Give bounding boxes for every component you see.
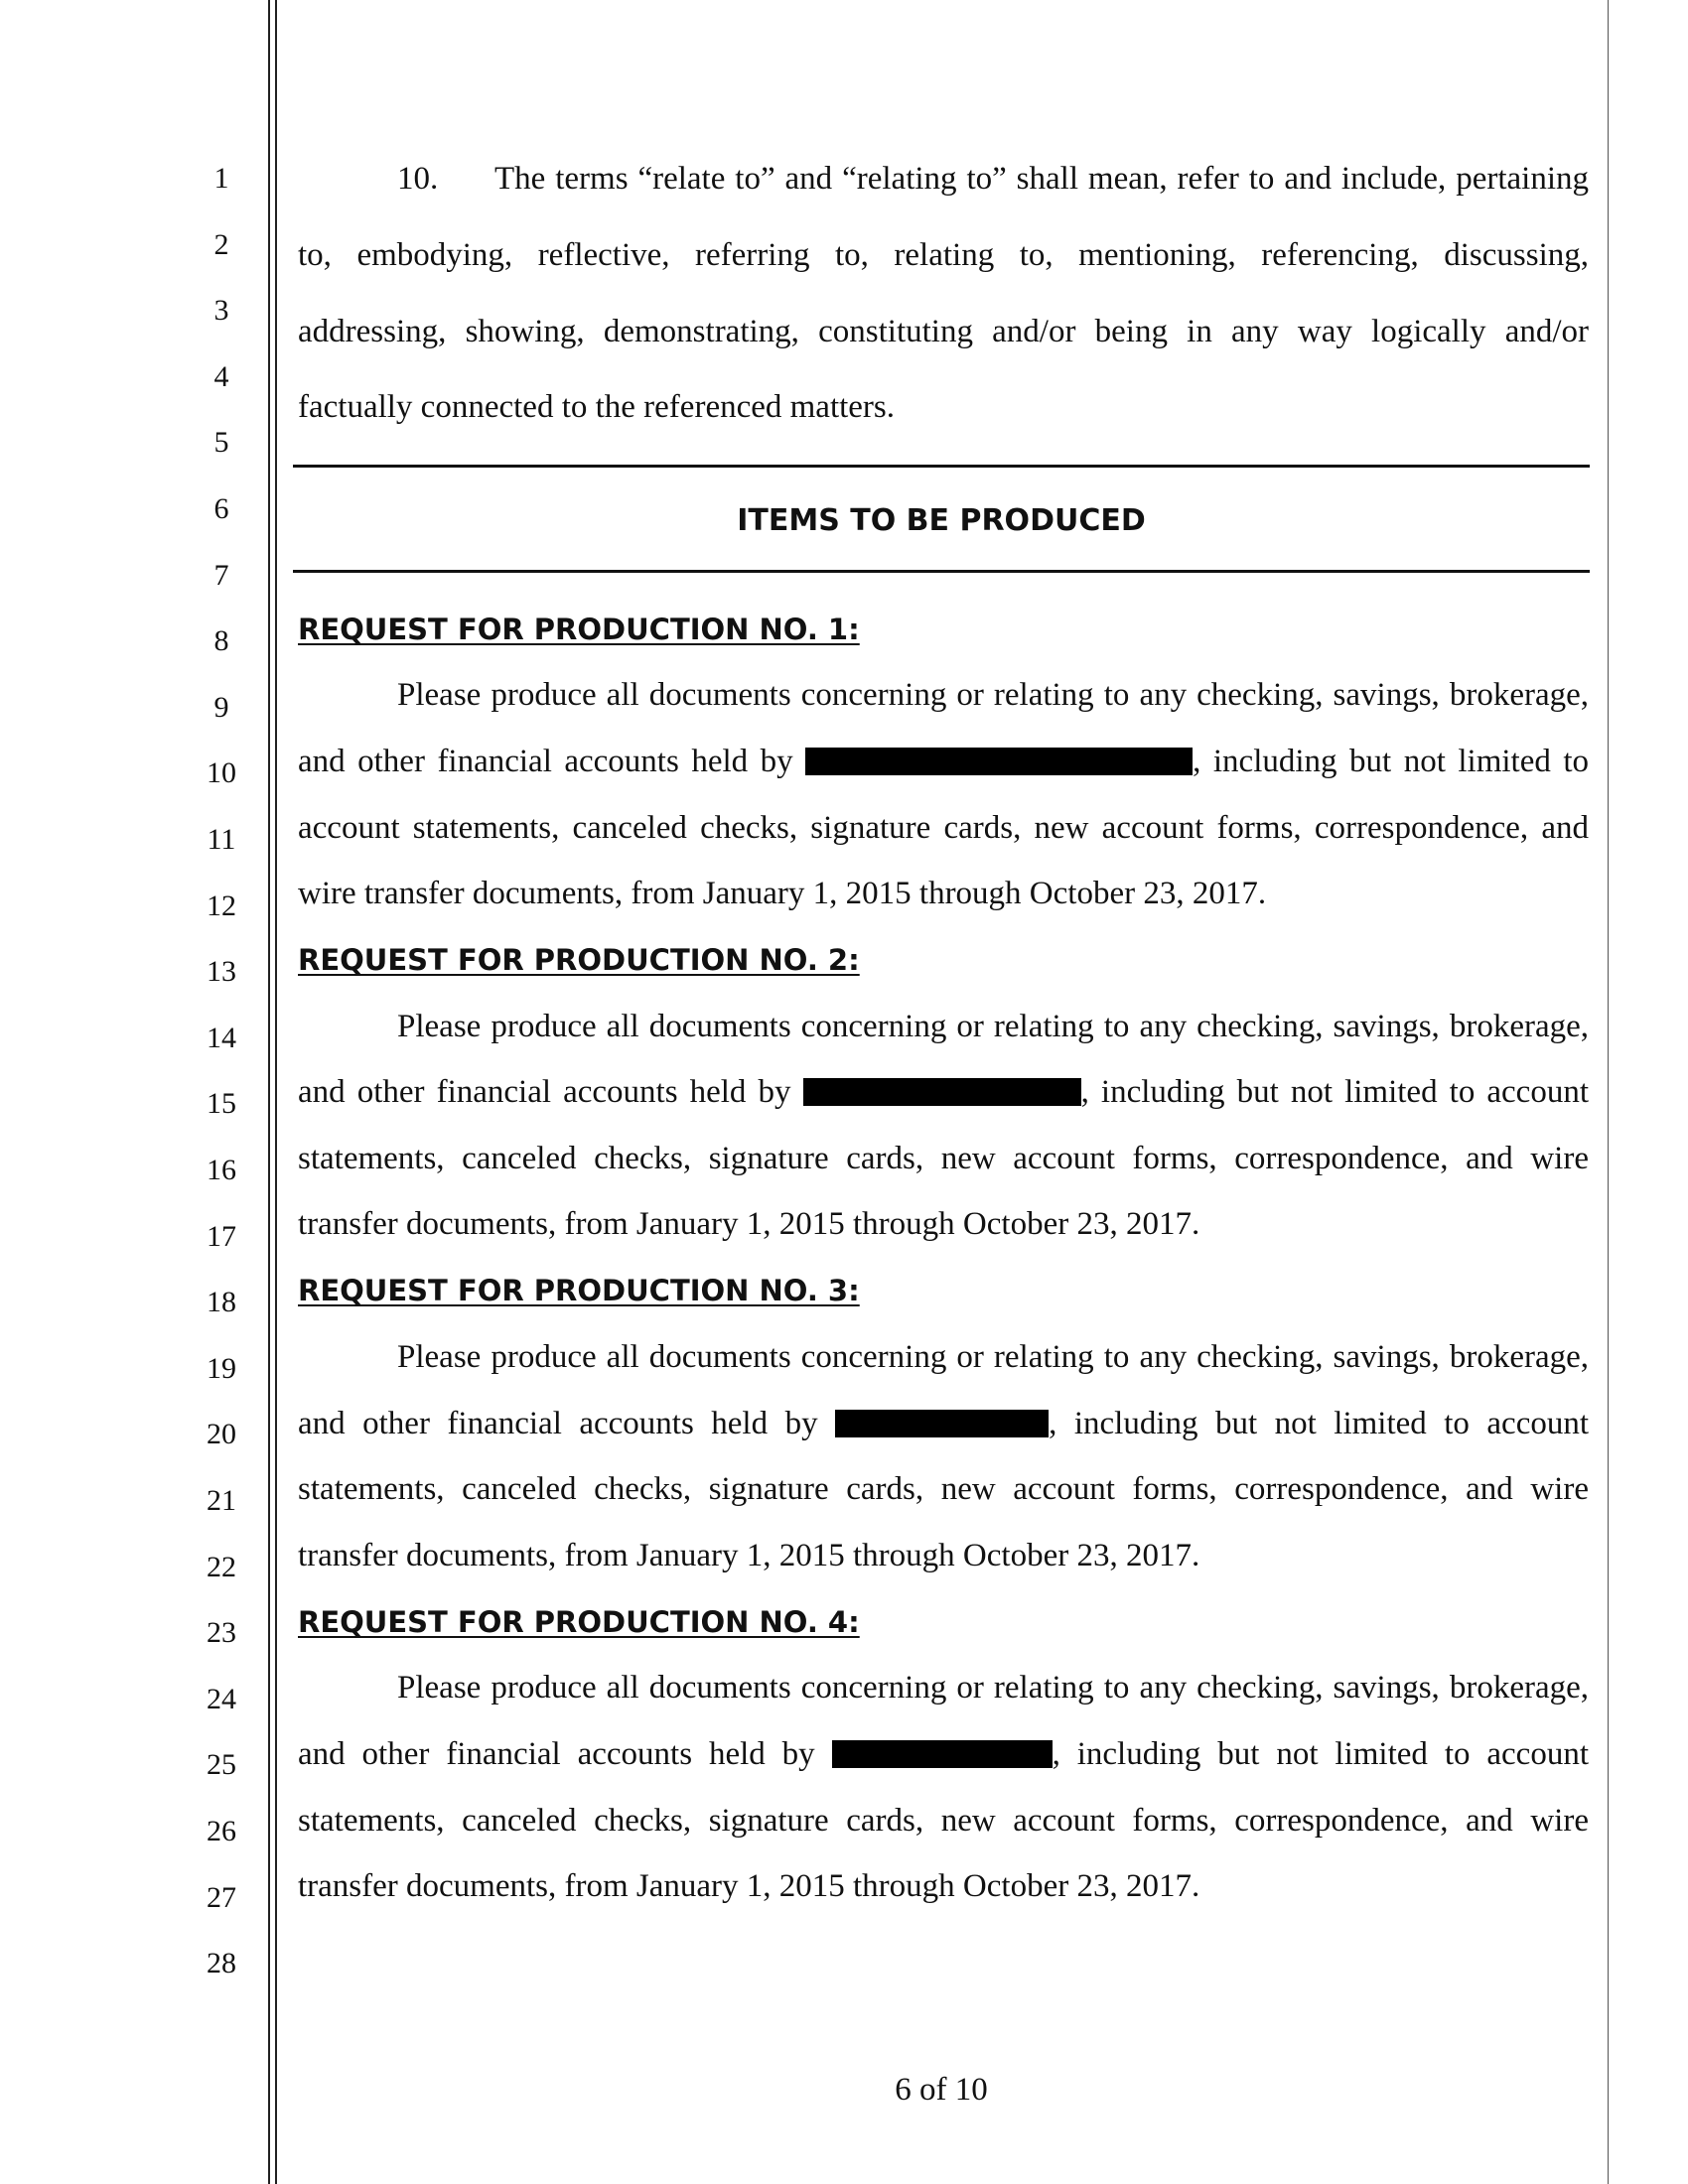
request-line-with-redaction xyxy=(298,1404,1589,1443)
line-number: 18 xyxy=(207,1286,236,1319)
line-number: 16 xyxy=(207,1154,236,1186)
line-number: 7 xyxy=(213,558,229,592)
line-number: 5 xyxy=(213,426,229,460)
left-margin-rule-inner xyxy=(275,0,277,2184)
request-line: statements, canceled checks, signature cards, new account forms, correspondence, and wire xyxy=(298,1471,1589,1507)
line-number: 1 xyxy=(213,162,229,195)
request-line: account statements, canceled checks, signature cards, new account forms, correspondence, and xyxy=(298,810,1589,846)
request-line: statements, canceled checks, signature cards, new account forms, correspondence, and wire xyxy=(298,1803,1589,1839)
section-rule-top xyxy=(293,465,1590,468)
request-line-with-redaction xyxy=(298,1734,1589,1774)
redaction-bar xyxy=(835,1410,1049,1437)
line-number: 20 xyxy=(207,1418,236,1451)
line-number: 26 xyxy=(207,1815,236,1847)
request-line: Please produce all documents concerning or relating to any checking, savings, brokerage, xyxy=(397,1339,1589,1375)
line-number: 17 xyxy=(207,1219,236,1253)
definition-line: addressing, showing, demonstrating, constituting and/or being in any way logically and/or xyxy=(298,314,1589,349)
line-number: 19 xyxy=(207,1351,236,1385)
line-number: 22 xyxy=(207,1550,236,1583)
line-number: 23 xyxy=(207,1616,236,1650)
section-rule-bottom xyxy=(293,570,1590,573)
line-number: 12 xyxy=(207,888,236,922)
line-number: 14 xyxy=(207,1021,236,1054)
definition-number: 10. xyxy=(397,161,439,197)
line-number: 24 xyxy=(207,1682,236,1715)
request-line: Please produce all documents concerning or relating to any checking, savings, brokerage, xyxy=(397,1009,1589,1044)
line-number: 25 xyxy=(207,1748,236,1782)
line-number: 21 xyxy=(207,1484,236,1517)
request-text-before-redaction: and other financial accounts held by xyxy=(298,1074,791,1110)
request-text-after-redaction: , including but not limited to account xyxy=(1080,1074,1589,1110)
line-number: 11 xyxy=(207,823,236,856)
request-heading: REQUEST FOR PRODUCTION NO. 1: xyxy=(298,613,860,646)
request-text-after-redaction: , including but not limited to account xyxy=(1052,1736,1589,1772)
line-number: 2 xyxy=(213,227,229,261)
line-number: 13 xyxy=(207,955,236,989)
request-text-before-redaction: and other financial accounts held by xyxy=(298,1736,815,1772)
request-line-with-redaction xyxy=(298,742,1589,781)
request-line: transfer documents, from January 1, 2015 through October 23, 2017. xyxy=(298,1206,1200,1242)
line-number: 9 xyxy=(213,690,229,724)
redaction-bar xyxy=(832,1740,1053,1768)
request-line: statements, canceled checks, signature cards, new account forms, correspondence, and wire xyxy=(298,1141,1589,1176)
line-number: 6 xyxy=(213,492,229,525)
line-number: 27 xyxy=(207,1880,236,1914)
request-text-before-redaction: and other financial accounts held by xyxy=(298,744,793,779)
right-margin-rule xyxy=(1608,0,1609,2184)
request-heading: REQUEST FOR PRODUCTION NO. 2: xyxy=(298,943,860,977)
redaction-bar xyxy=(805,748,1193,775)
request-text-after-redaction: , including but not limited to account xyxy=(1049,1406,1590,1441)
redaction-bar xyxy=(803,1078,1081,1106)
section-heading: ITEMS TO BE PRODUCED xyxy=(737,503,1146,538)
request-heading: REQUEST FOR PRODUCTION NO. 3: xyxy=(298,1274,860,1307)
request-line-with-redaction xyxy=(298,1072,1589,1112)
request-text-after-redaction: , including but not limited to xyxy=(1193,744,1590,779)
definition-line: The terms “relate to” and “relating to” shall mean, refer to and include, pertaining xyxy=(494,161,1589,197)
definition-line: to, embodying, reflective, referring to, relating to, mentioning, referencing, discussing, xyxy=(298,237,1589,273)
left-margin-rule-outer xyxy=(268,0,270,2184)
request-line: Please produce all documents concerning or relating to any checking, savings, brokerage, xyxy=(397,1670,1589,1706)
definition-line: factually connected to the referenced matters. xyxy=(298,389,896,425)
line-number: 28 xyxy=(207,1947,236,1980)
request-line: wire transfer documents, from January 1, 2015 through October 23, 2017. xyxy=(298,876,1267,911)
request-line: transfer documents, from January 1, 2015 through October 23, 2017. xyxy=(298,1868,1200,1904)
line-number: 8 xyxy=(213,624,229,658)
line-number: 3 xyxy=(213,294,229,328)
request-line: transfer documents, from January 1, 2015 through October 23, 2017. xyxy=(298,1538,1200,1573)
request-heading: REQUEST FOR PRODUCTION NO. 4: xyxy=(298,1605,860,1639)
request-text-before-redaction: and other financial accounts held by xyxy=(298,1406,818,1441)
line-number: 4 xyxy=(213,359,229,393)
line-number: 15 xyxy=(207,1087,236,1121)
page-number: 6 of 10 xyxy=(895,2072,988,2108)
line-number: 10 xyxy=(207,756,236,790)
request-line: Please produce all documents concerning or relating to any checking, savings, brokerage, xyxy=(397,677,1589,713)
